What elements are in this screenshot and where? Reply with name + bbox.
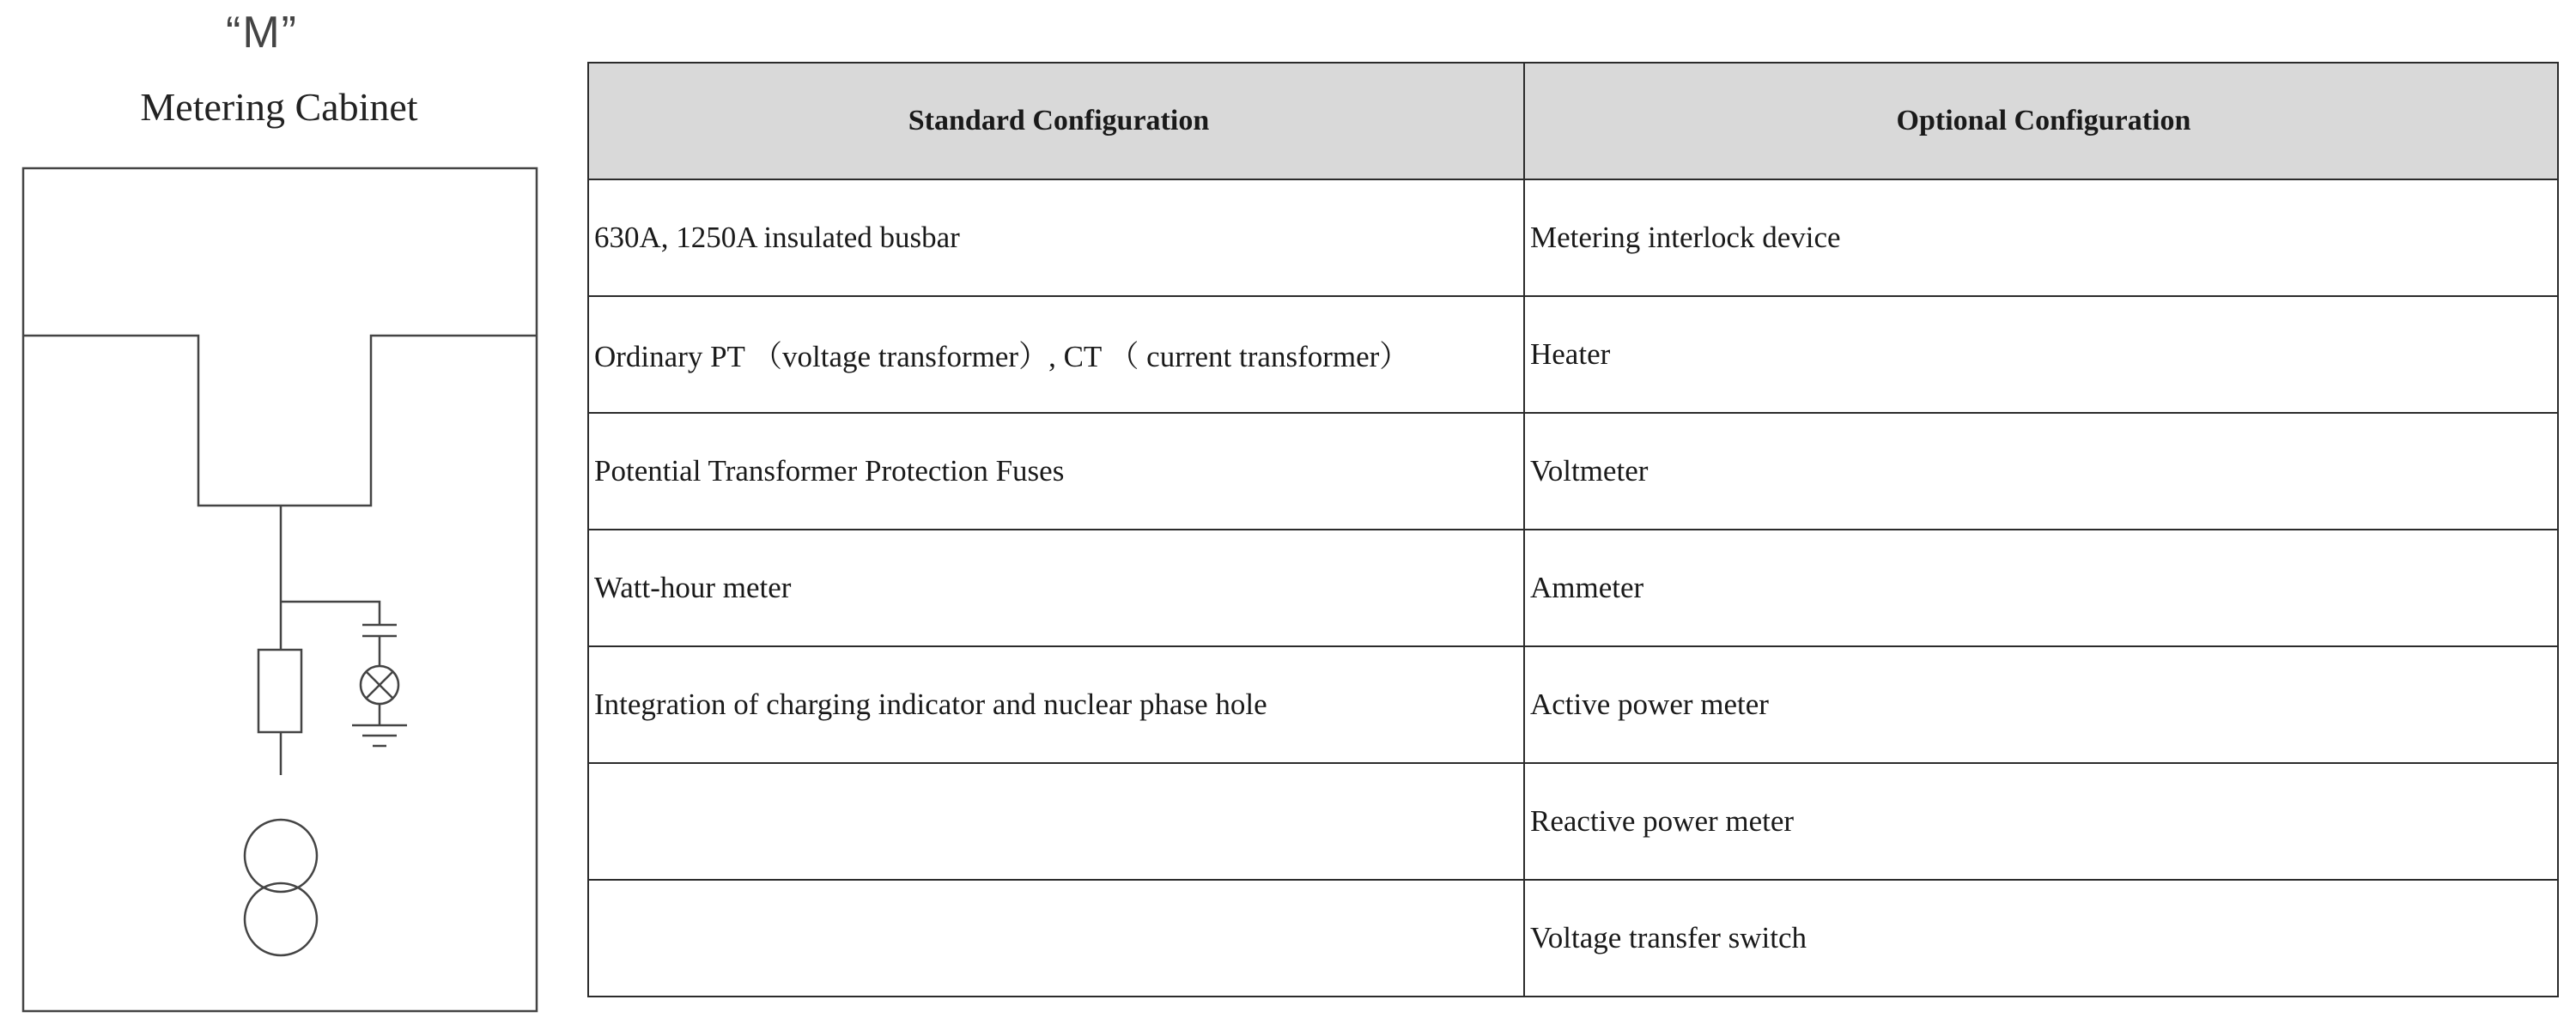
- table-row: [588, 413, 2558, 530]
- single-line-diagram: [0, 0, 567, 1030]
- optional-cell: Metering interlock device: [1524, 179, 2558, 296]
- optional-cell: Heater: [1524, 296, 2558, 413]
- configuration-table: [587, 62, 2559, 997]
- cabinet-title: Metering Cabinet: [140, 85, 418, 129]
- standard-cell: 630A, 1250A insulated busbar: [588, 179, 1524, 296]
- table-row: [588, 530, 2558, 646]
- busbar-compartment: [23, 336, 537, 506]
- table-row: [588, 179, 2558, 296]
- optional-cell: Active power meter: [1524, 646, 2558, 763]
- standard-cell: Watt-hour meter: [588, 530, 1524, 646]
- indicator-branch: [281, 602, 380, 625]
- standard-cell: Integration of charging indicator and nuclear phase hole: [588, 646, 1524, 763]
- table-row: [588, 646, 2558, 763]
- standard-cell: [588, 880, 1524, 997]
- transformer-winding-upper: [245, 820, 317, 892]
- standard-cell: Potential Transformer Protection Fuses: [588, 413, 1524, 530]
- header-optional-configuration: Optional Configuration: [1524, 63, 2558, 179]
- optional-cell: Ammeter: [1524, 530, 2558, 646]
- table-header-row: [588, 63, 2558, 179]
- optional-cell: Voltage transfer switch: [1524, 880, 2558, 997]
- header-standard-configuration: Standard Configuration: [588, 63, 1524, 179]
- transformer-winding-lower: [245, 883, 317, 955]
- optional-cell: Reactive power meter: [1524, 763, 2558, 880]
- standard-cell: Ordinary PT （voltage transformer）, CT （ current transformer）: [588, 296, 1524, 413]
- table-row: [588, 296, 2558, 413]
- table-row: [588, 763, 2558, 880]
- cabinet-code: “M”: [226, 8, 298, 58]
- optional-cell: Voltmeter: [1524, 413, 2558, 530]
- fuse-icon: [258, 650, 301, 732]
- table-row: [588, 880, 2558, 997]
- standard-cell: [588, 763, 1524, 880]
